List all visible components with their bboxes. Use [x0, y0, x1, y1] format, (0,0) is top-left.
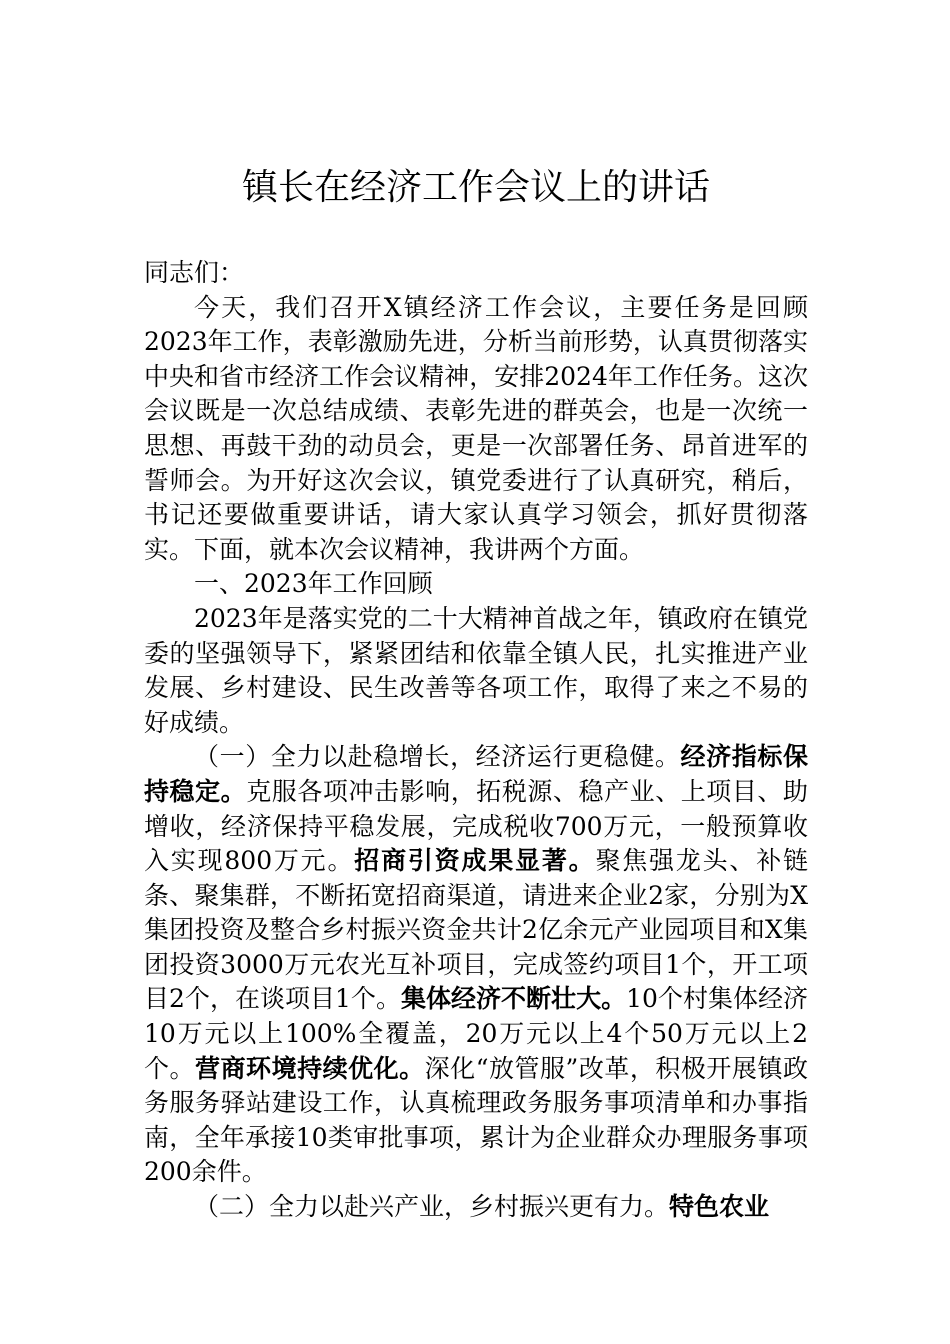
text-economic-indicators: 克服各项冲击影响，拓税源、稳产业、上项目、助增收，经济保持平稳发展，完成税收700万元，一般预算收入实现800万元。: [144, 776, 808, 876]
lead-collective-economy: 集体经济不断壮大。: [400, 984, 627, 1014]
section-1-heading: 一、2023年工作回顾: [194, 569, 433, 599]
subsection-2-paragraph: [144, 1190, 808, 1225]
document-title: 镇长在经济工作会议上的讲话: [241, 167, 710, 208]
subsection-1-paragraph: [144, 740, 808, 1190]
section-1-intro-paragraph: 2023年是落实党的二十大精神首战之年，镇政府在镇党委的坚强领导下，紧紧团结和依靠全镇人民，扎实推进产业发展、乡村建设、民生改善等各项工作，取得了来之不易的好成绩。: [144, 603, 808, 737]
salutation: 同志们：: [144, 258, 245, 287]
intro-paragraph: 今天，我们召开X镇经济工作会议，主要任务是回顾2023年工作，表彰激励先进，分析当前形势，认真贯彻落实中央和省市经济工作会议精神，安排2024年工作任务。这次会议既是一次总结成绩、表彰先进的群英会，也是一次统一思想、再鼓干劲的动员会，更是一次部署任务、昂首进军的誓师会。为开好这次会议，镇党委进行了认真研究，稍后，书记还要做重要讲话，请大家认真学习领会，抓好贯彻落实。下面，就本次会议精神，我讲两个方面。: [144, 292, 808, 564]
document-body: [144, 256, 808, 1225]
subsection-2-heading: （二）全力以赴兴产业，乡村振兴更有力。: [194, 1192, 670, 1222]
text-investment: 聚焦强龙头、补链条、聚集群，不断拓宽招商渠道，请进来企业2家，分别为X集团投资及整合乡村振兴资金共计2亿余元产业园项目和X集团投资3000万元农光互补项目，完成签约项目1个，开工项目2个，在谈项目1个。: [144, 846, 808, 1014]
text-collective-economy: 10个村集体经济10万元以上100%全覆盖，20万元以上4个50万元以上2个。: [144, 984, 809, 1083]
lead-investment: 招商引资成果显著。: [354, 846, 596, 876]
subsection-1-heading: （一）全力以赴稳增长，经济运行更稳健。: [194, 742, 681, 772]
lead-characteristic-agriculture: 特色农业: [669, 1192, 770, 1222]
text-business-environment: 深化“放管服”改革，积极开展镇政务服务驿站建设工作，认真梳理政务服务事项清单和办事指南，全年承接10类审批事项，累计为企业群众办理服务事项200余件。: [144, 1053, 808, 1187]
lead-economic-indicators: 经济指标保持稳定。: [144, 742, 808, 806]
lead-business-environment: 营商环境持续优化。: [195, 1053, 425, 1083]
